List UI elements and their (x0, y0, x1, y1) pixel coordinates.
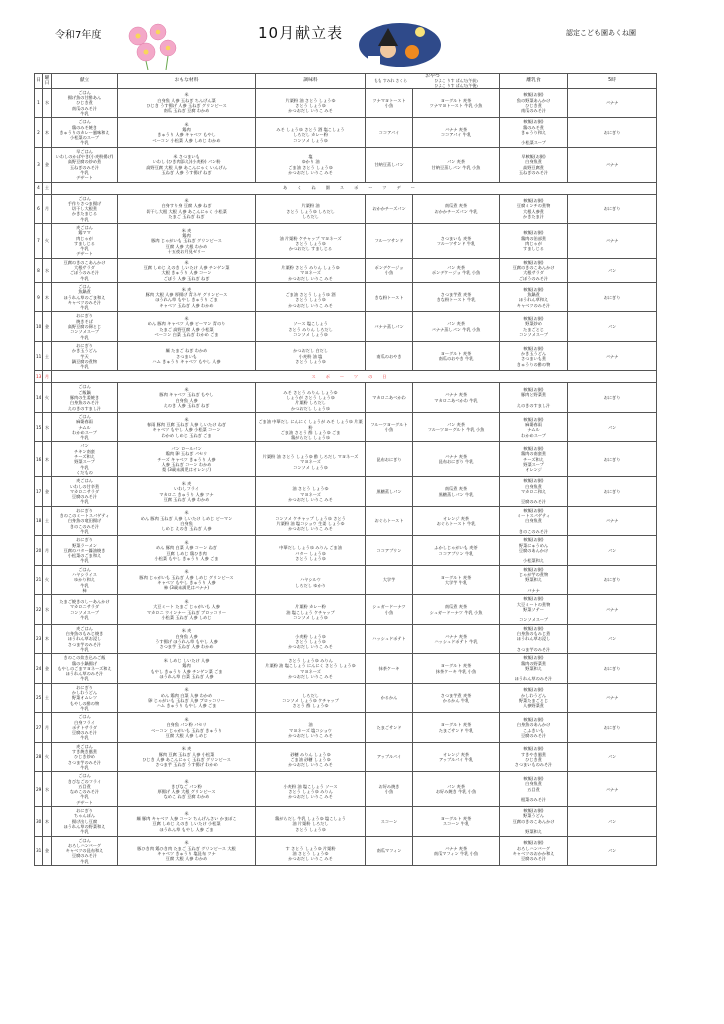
weaning-cell: 軟飯(お粥) 大豆ミートの煮物 野菜ソテー コンソメスープ (500, 595, 568, 625)
snack-infant-cell: アップルパイ (366, 742, 413, 772)
snack-toddler-cell: 南瓜煮 麦茶 シュガードーナツ 牛乳 小魚 (413, 595, 500, 625)
day-cell: 8 (35, 258, 43, 282)
weaning-cell: 軟飯(お粥) すきやき風煮 ひじき煮 さつまいものみそ汁 (500, 742, 568, 772)
ingredients-cell: 米 めん 豚肉 玉ねぎ 人参 しいたけ しめじ ピーマン 白身魚 しめじ えのき 玉ねぎ 人参 (118, 506, 256, 536)
table-row (35, 742, 657, 772)
seasoning-cell: さとう しょうゆ みりん 片栗粉 油 塩こしょう にんにく さとう しょうゆ マヨネーズ かつおだし いりこ みそ (256, 654, 366, 684)
table-row (35, 772, 657, 807)
table-row (35, 624, 657, 654)
dow-cell: 木 (43, 118, 52, 148)
menu-cell: ごはん 麻婆春雨 ナムル わかめスープ 牛乳 (52, 412, 118, 442)
ingredients-cell: 米 豚肉 キャベツ 玉ねぎ もやし 白身魚 人参 えのき 人参 玉ねぎ ねぎ (118, 383, 256, 413)
snack-infant-cell: バナナ蒸しパン (366, 312, 413, 342)
ingredients-cell: 米 春雨 豚肉 豆腐 玉ねぎ 人参 しいたけ ねぎ キャベツ もやし 人参 小松菜 コーン わかめ しめじ 玉ねぎ ごま (118, 412, 256, 442)
seasoning-cell: 油 マヨネーズ 塩コショウ かつおだし いりこ みそ (256, 713, 366, 743)
ingredients-cell: 米 めん 鶏肉 白菜 人参 わかめ 卵 じゃがいも 玉ねぎ 人参 ブロッコリー ハム きゅうり もやし 人参 ごま (118, 683, 256, 713)
weaning-cell: 軟飯(お粥) 白身魚のもみじ煮 ほうれん草お浸し さつま芋のみそ汁 (500, 624, 568, 654)
menu-cell: 豆腐のきのこあんかけ 大根サラダ ごぼうのみそ汁 牛乳 (52, 258, 118, 282)
snack-toddler-cell: ヨーグルト 麦茶 たまごサンド 牛乳 (413, 713, 500, 743)
snack-toddler-cell: さつまいも 麦茶 フルーツサンド 牛乳 (413, 224, 500, 259)
table-row (35, 536, 657, 566)
five-oclock-cell: おにぎり (568, 118, 657, 148)
snack-infant-cell: スコーン (366, 807, 413, 837)
weaning-cell: 軟飯(お粥) 豆腐ミンチの煮物 大根人参煮 かきたま汁 (500, 194, 568, 224)
snack-toddler-cell: オレンジ 麦茶 アップルパイ 牛乳 (413, 742, 500, 772)
col-seasoning: 調味料 (256, 74, 366, 89)
weaning-cell: 軟飯(お粥) ミートスパゲティ 白身魚煮 きのこのみそ汁 (500, 506, 568, 536)
five-oclock-cell: おにぎり (568, 477, 657, 507)
dow-cell: 木 (43, 442, 52, 477)
col-snack (366, 74, 500, 89)
five-oclock-cell: パン (568, 807, 657, 837)
seasoning-cell: ハヤシルウ しろだし ゆかり (256, 565, 366, 595)
day-cell: 15 (35, 412, 43, 442)
weaning-cell: 早軟飯(お粥) 白身魚煮 高野豆腐煮 玉ねぎのみそ汁 (500, 147, 568, 182)
ingredients-cell: 米 さつまいも いわし (ひき肉添え)(小麦粉) パン粉 高野豆腐 大根 人参 あこんにゃく いんげん 玉ねぎ 人参 うす揚げ ねぎ (118, 147, 256, 182)
snack-infant-cell: 抹茶ケーキ (366, 654, 413, 684)
table-row (35, 713, 657, 743)
menu-cell: ごはん おろしハンバーグ キャベツの昆布和え 豆腐のみそ汁 牛乳 (52, 836, 118, 866)
dow-cell: 火 (43, 383, 52, 413)
day-cell: 28 (35, 742, 43, 772)
snack-infant-cell: かるかん (366, 683, 413, 713)
day-cell: 7 (35, 224, 43, 259)
dow-cell: 木 (43, 282, 52, 312)
dow-cell: 木 (43, 624, 52, 654)
table-row (35, 224, 657, 259)
col-day: 日 (35, 74, 43, 89)
menu-cell: 麦ごはん 鶏ママ 肉じゃが すましじる 牛乳 デザート (52, 224, 118, 259)
day-cell: 2 (35, 118, 43, 148)
five-oclock-cell: バナナ (568, 683, 657, 713)
table-row (35, 442, 657, 477)
menu-cell: ごはん ハヤシライス ゆかり和え 牛乳 柿 (52, 565, 118, 595)
snack-toddler-cell: パン 麦茶 バナナ蒸しパン 牛乳 小魚 (413, 312, 500, 342)
five-oclock-cell: バナナ (568, 506, 657, 536)
day-cell: 20 (35, 536, 43, 566)
day-cell: 18 (35, 506, 43, 536)
dow-cell: 水 (43, 258, 52, 282)
organization-name: 認定こども園あくね園 (566, 29, 636, 37)
dow-cell: 水 (43, 88, 52, 118)
seasoning-cell: 片栗粉 油 さとう しょうゆ 酢 しろだし マヨネーズ マヨネーズ コンソメ しょうゆ (256, 442, 366, 477)
seasoning-cell: 塩 ゆかり 油 ごま油 さとう しょうゆ かつおだし いりこ みそ (256, 147, 366, 182)
ingredients-cell: 米 麦 豚肉 大根 人参 厚揚げ 青ネギ グリンピース ほうれん草 もやし きゅうり ごま キャベツ 玉ねぎ 人参 わかめ (118, 282, 256, 312)
ingredients-cell: 米 白身魚 人参 玉ねぎ ちんげん菜 ひじき うす揚げ 人参 玉ねぎ グリンピース 南瓜 玉ねぎ 豆腐 わかめ (118, 88, 256, 118)
snack-toddler-cell: ヨーグルト 麦茶 スコーン 牛乳 (413, 807, 500, 837)
dow-cell: 水 (43, 595, 52, 625)
weaning-cell: 軟飯(お粥) 鶏肉の野菜煮 野菜和え ほうれん草のみそ汁 (500, 654, 568, 684)
snack-label: おやつ (425, 74, 440, 79)
snack-infant-cell: おかかチーズパン (366, 194, 413, 224)
dow-cell: 火 (43, 742, 52, 772)
day-cell: 31 (35, 836, 43, 866)
seasoning-cell: ソース 塩こしょう さとう みりん しろだし コンソメ しょうゆ (256, 312, 366, 342)
dow-cell: 月 (43, 371, 52, 383)
weaning-cell: 軟飯(お粥) おろしハンバーグ キャベツのおかか和え 豆腐のみそ汁 (500, 836, 568, 866)
table-row (35, 683, 657, 713)
event-banner: あくね園スポーツデー (52, 182, 657, 194)
day-cell: 22 (35, 595, 43, 625)
menu-cell: おにぎり きのこのミートスパゲティ 白身魚の竜田揚げ きのこのみそ汁 牛乳 (52, 506, 118, 536)
menu-cell: 麦ごはん すき焼き風煮 ひじき炒め さつま芋のみそ汁 牛乳 (52, 742, 118, 772)
snack-toddler-cell: パン 麦茶 お好み焼き 牛乳 小魚 (413, 772, 500, 807)
snack-infant-cell: フルーツヨーグルト 小魚 (366, 412, 413, 442)
dow-cell: 水 (43, 412, 52, 442)
weaning-cell: 軟飯(お粥) 鶏肉の南蛮煮 チーズ和え 野菜スープ オレンジ (500, 442, 568, 477)
menu-cell: たまご焼きのしーあんかけ マカロニサラダ コンソメスープ 牛乳 (52, 595, 118, 625)
table-row (35, 312, 657, 342)
five-oclock-cell: おにぎり (568, 383, 657, 413)
snack-infant-cell: ポンデケージョ 小魚 (366, 258, 413, 282)
seasoning-cell: 中華だし しょうゆ みりん ごま油 バター しょうゆ さとう しょうゆ (256, 536, 366, 566)
five-oclock-cell: おにぎり (568, 282, 657, 312)
day-cell: 17 (35, 477, 43, 507)
day-cell: 24 (35, 654, 43, 684)
dow-cell: 土 (43, 506, 52, 536)
ingredients-cell: 米 麦 白身魚 人参 うす揚げ ほうれん草 もやし 人参 さつま芋 玉ねぎ 人参 わかめ (118, 624, 256, 654)
snack-toddler-cell: 南瓜煮 麦茶 おかかチーズパン 牛乳 (413, 194, 500, 224)
page-title: 10月献立表 (258, 24, 344, 42)
menu-cell: おにぎり かしわうどん 野菜オムレツ もやしの酢の物 牛乳 (52, 683, 118, 713)
dow-cell: 火 (43, 224, 52, 259)
menu-cell: ごはん 揚げ魚の甘酢あん ひじき煮 南瓜のみそ汁 牛乳 (52, 88, 118, 118)
dow-cell: 金 (43, 654, 52, 684)
menu-cell: おにぎり 野菜ラーメン 豆腐のバター醤油焼き 小松菜のごま和え 牛乳 (52, 536, 118, 566)
ingredients-cell: 米 麦 鶏肉 豚肉 じゃがいも 玉ねぎ グリンピース 豆腐 人参 大根 わかめ 十五夜お月見ゼリー (118, 224, 256, 259)
day-cell: 16 (35, 442, 43, 477)
ingredients-cell: パン ロールパン 鶏肉 卵 玉ねぎ パセリ チーズ キャベツ きゅうり 人参 人参 玉ねぎ コーン わかめ 梨 (3歳未満児はオレンジ) (118, 442, 256, 477)
cosmos-flower-icon (118, 18, 184, 70)
table-row (35, 258, 657, 282)
five-oclock-cell: おにぎり (568, 713, 657, 743)
seasoning-cell: みそ しょうゆ さとう 酒 塩こしょう しろだし カレー粉 コンソメ しょうゆ (256, 118, 366, 148)
seasoning-cell: 油 さとう しょうゆ マヨネーズ かつおだし いりこ みそ (256, 477, 366, 507)
col-ingredients: おもな材料 (118, 74, 256, 89)
snack-infant-cell: ココアパイ (366, 118, 413, 148)
menu-cell: 早ごはん いわしのかばやき(小麦粉揚げ) 高野豆腐の炒め煮 玉ねぎのみそ汁 牛乳 デザート (52, 147, 118, 182)
dow-cell: 土 (43, 182, 52, 194)
table-row (35, 477, 657, 507)
seasoning-cell: かつおだし 白だし 小麦粉 油 塩 さとう しょうゆ (256, 341, 366, 371)
five-oclock-cell: バナナ (568, 772, 657, 807)
menu-table (34, 73, 657, 866)
ingredients-cell: 麺 たまご ねぎ わかめ さつまいも ハム きゅうり キャベツ もやし 人参 (118, 341, 256, 371)
snack-toddler-cell: ヨーグルト 麦茶 大学芋 牛乳 (413, 565, 500, 595)
snack-toddler-cell: バナナ 麦茶 ハッシュドポテト 牛乳 (413, 624, 500, 654)
table-row (35, 595, 657, 625)
seasoning-cell: 鶏がらだし 牛乳 しょうゆ 塩こしょう 油 片栗粉 しろだし さとう しょうゆ (256, 807, 366, 837)
weaning-cell: 軟飯(お粥) 魚の野菜あんかけ ひじき煮 南瓜のみそ汁 (500, 88, 568, 118)
dow-cell: 金 (43, 147, 52, 182)
weaning-cell: 軟飯(お粥) 麻婆春雨 ナムル わかめスープ (500, 412, 568, 442)
five-oclock-cell: バナナ (568, 341, 657, 371)
snack-infant-cell: ツナマヨトースト 小魚 (366, 88, 413, 118)
seasoning-cell: ごま油 さとう しょうゆ 酒 さとう しょうゆ かつおだし いりこ みそ (256, 282, 366, 312)
snack-toddler-cell: パン 麦茶 甘納豆蒸しパン 牛乳 小魚 (413, 147, 500, 182)
menu-cell: ごはん 魚鍋煮 ほうれん草のごま和え キャベツのみそ汁 牛乳 (52, 282, 118, 312)
seasoning-cell: ごま油 中華だし にんにく しょうが みそ しょうゆ 片栗粉 ごま油 さとう 酢 しょうゆ ごま 鶏がらだし しょうゆ (256, 412, 366, 442)
five-oclock-cell: おにぎり (568, 654, 657, 684)
table-row (35, 341, 657, 371)
weaning-cell: 軟飯(お粥) 白身魚煮 マカロニ和え 豆腐のみそ汁 (500, 477, 568, 507)
ingredients-cell: 米 めん 豚肉 キャベツ 人参 ピーマン 青のり たまご 高野豆腐 人参 小松菜 ベーコン 白菜 玉ねぎ わかめ ごま (118, 312, 256, 342)
weaning-cell: 軟飯(お粥) 鶏のみそ煮 きゅうり和え 小松菜スープ (500, 118, 568, 148)
menu-cell: 麦ごはん いわしの甘辛煮 マカロニサラダ 豆腐のみそ汁 牛乳 (52, 477, 118, 507)
day-cell: 4 (35, 182, 43, 194)
snack-infant-cell: 昆布おにぎり (366, 442, 413, 477)
col-dow: 曜日 (43, 74, 52, 89)
table-row (35, 565, 657, 595)
weaning-cell: 軟飯(お粥) 野菜炒め たまごとじ コンソメスープ (500, 312, 568, 342)
day-cell: 6 (35, 194, 43, 224)
table-row (35, 282, 657, 312)
col-menu: 献立 (52, 74, 118, 89)
day-cell: 10 (35, 312, 43, 342)
event-row (35, 371, 657, 383)
five-oclock-cell: パン (568, 312, 657, 342)
event-banner: スポーツの日 (52, 371, 657, 383)
seasoning-cell: コンソメ ケチャップ しょうゆ さとう 片栗粉 油 塩コショウ 生姜 しょうゆ かつおだし いりこ みそ (256, 506, 366, 536)
snack-toddler-cell: ヨーグルト 麦茶 ツナマヨトースト 牛乳 小魚 (413, 88, 500, 118)
snack-toddler-cell: バナナ 麦茶 ココアパイ 牛乳 (413, 118, 500, 148)
weaning-cell: 軟飯(お粥) かしわうどん 野菜たまごとじ 人参野菜煮 (500, 683, 568, 713)
ingredients-cell: 米 白身魚 パン粉 パセリ ベーコン じゃがいも 玉ねぎ きゅうり 豆腐 大根 人参 しめじ (118, 713, 256, 743)
snack-toddler-am-label: ひよこ りす ぱんだ(午前) (434, 78, 478, 84)
menu-cell: ごはん 白身フライ ポテトサラダ 豆腐のみそ汁 牛乳 (52, 713, 118, 743)
five-oclock-cell: おにぎり (568, 442, 657, 477)
five-oclock-cell: バナナ (568, 224, 657, 259)
weaning-cell: 軟飯(お粥) 魚鍋煮 ほうれん草和え キャベツのみそ汁 (500, 282, 568, 312)
dow-cell: 金 (43, 312, 52, 342)
ingredients-cell: 米 しめじ しいたけ 人参 鶏肉 もやし きゅうり 人参 チンゲン菜 ごま ほうれん草 白菜 玉ねぎ 人参 (118, 654, 256, 684)
snack-infant-cell: 大学芋 (366, 565, 413, 595)
snack-toddler-cell: バナナ 麦茶 南瓜マフィン 牛乳 小魚 (413, 836, 500, 866)
table-row (35, 118, 657, 148)
fiscal-year: 令和7年度 (55, 30, 102, 41)
menu-cell: ごはん きびなごのフライ 五目煮 なめこのみそ汁 牛乳 デザート (52, 772, 118, 807)
menu-cell: おにぎり 焼きそば 高野豆腐の卵とじ コンソメスープ 牛乳 (52, 312, 118, 342)
five-oclock-cell: バナナ (568, 595, 657, 625)
snack-infant-cell: 南瓜マフィン (366, 836, 413, 866)
dow-cell: 金 (43, 836, 52, 866)
five-oclock-cell: パン (568, 412, 657, 442)
snack-toddler-cell: パン 麦茶 ポンデケージョ 牛乳 小魚 (413, 258, 500, 282)
five-oclock-cell: おにぎり (568, 565, 657, 595)
menu-cell: きのこの炊き込みご飯 鶏の小鍋揚げ もやしのごまマヨネーズ和え ほうれん草のみそ汁 牛乳 (52, 654, 118, 684)
snack-infant-cell: 甘納豆蒸しパン (366, 147, 413, 182)
snack-toddler-cell: さつま芋煮 麦茶 きな粉トースト 牛乳 (413, 282, 500, 312)
weaning-cell: 軟飯(お粥) 白身魚煮 五目煮 根菜のみそ汁 (500, 772, 568, 807)
five-oclock-cell: パン (568, 742, 657, 772)
weaning-cell: 軟飯(お粥) 野菜うどん 豆腐のきのこあんかけ 野菜和え (500, 807, 568, 837)
table-header (35, 74, 657, 89)
day-cell: 27 (35, 713, 43, 743)
dow-cell: 木 (43, 807, 52, 837)
day-cell: 9 (35, 282, 43, 312)
ingredients-cell: 米 豚ひき肉 鶏ひき肉 たまご 玉ねぎ グリンピース 大根 キャベツ きゅうり 塩昆布 ツナ 豆腐 大根 人参 わかめ (118, 836, 256, 866)
table-row (35, 147, 657, 182)
day-cell: 25 (35, 683, 43, 713)
snack-infant-cell: シュガードーナツ 小魚 (366, 595, 413, 625)
menu-cell: ごはん ご飯鍋 豚肉の生姜焼き 白身魚のみそ汁 えのきのすまし汁 (52, 383, 118, 413)
snack-infant-cell: お好み焼き 小魚 (366, 772, 413, 807)
weaning-cell: 軟飯(お粥) 豆腐のきのこあんかけ 大根サラダ ごぼうのみそ汁 (500, 258, 568, 282)
seasoning-cell: 片栗粉 油 さとう しょうゆ しろだし しろだし (256, 194, 366, 224)
dow-cell: 土 (43, 683, 52, 713)
dow-cell: 火 (43, 565, 52, 595)
snack-infant-cell: マカロニあべかわ (366, 383, 413, 413)
seasoning-cell: 小麦粉 油 塩こしょう ソース さとう しょうゆ みりん かつおだし いりこ みそ (256, 772, 366, 807)
ingredients-cell: 米 麺 豚肉 キャベツ 人参 コーン ちんげんさい かまぼこ 豆腐 しめじ えのき しいたけ 小松菜 ほうれん草 もやし 人参 ごま (118, 807, 256, 837)
table-row (35, 412, 657, 442)
menu-cell: ごはん 手作りさつま揚げ 切干し大根煮 かきたまじる 牛乳 (52, 194, 118, 224)
day-cell: 30 (35, 807, 43, 837)
day-cell: 21 (35, 565, 43, 595)
col-five: 5時 (568, 74, 657, 89)
ingredients-cell: 米 豆腐 しめじ えのき しいたけ 人参 チンゲン菜 大根 きゅうり 人参 コーン ごぼう 人参 玉ねぎ ねぎ (118, 258, 256, 282)
day-cell: 23 (35, 624, 43, 654)
day-cell: 13 (35, 371, 43, 383)
seasoning-cell: 片栗粉 さとう みりん しょうゆ マヨネーズ かつおだし いりこ みそ (256, 258, 366, 282)
table-row (35, 88, 657, 118)
ingredients-cell: 米 豚肉 じゃがいも 玉ねぎ 人参 しめじ グリンピース キャベツ もやし きゅうり 人参 柿 (3歳未満児はバナナ) (118, 565, 256, 595)
five-oclock-cell: パン (568, 836, 657, 866)
seasoning-cell: 片栗粉 カレー粉 油 塩こしょう ケチャップ コンソメ しょうゆ (256, 595, 366, 625)
snack-infant-cell: 南瓜のおやき (366, 341, 413, 371)
snack-infant-cell: おぐらトースト (366, 506, 413, 536)
menu-cell: パン チキン南蛮 チーズ和え 野菜スープ 牛乳 くだもの (52, 442, 118, 477)
seasoning-cell: みそ さとう みりん しょうゆ しょうが さとう しょうゆ 片栗粉 しろだし かつおだし しょうゆ (256, 383, 366, 413)
dow-cell: 土 (43, 341, 52, 371)
seasoning-cell: 小麦粉 しょうゆ さとう しょうゆ かつおだし いりこ みそ (256, 624, 366, 654)
weaning-cell: 軟飯(お粥) 白身魚のあんかけ こふきいも 豆腐のみそ汁 (500, 713, 568, 743)
page-header (0, 0, 724, 70)
table-row (35, 506, 657, 536)
five-oclock-cell: パン (568, 536, 657, 566)
dow-cell: 月 (43, 194, 52, 224)
five-oclock-cell: おにぎり (568, 194, 657, 224)
seasoning-cell: 砂糖 みりん しょうゆ ごま油 砂糖 しょうゆ かつおだし いりこ みそ (256, 742, 366, 772)
snack-toddler-cell: ヨーグルト 麦茶 南瓜のおやき 牛乳 (413, 341, 500, 371)
table-row (35, 383, 657, 413)
day-cell: 11 (35, 341, 43, 371)
table-row (35, 194, 657, 224)
snack-infant-cell: ハッシュドポテト (366, 624, 413, 654)
menu-cell: おにぎり かき玉うどん 芋天 鍋豆腐の煮物 牛乳 (52, 341, 118, 371)
table-row (35, 807, 657, 837)
snack-infant-label: もも すみれ さくら (374, 78, 407, 84)
ingredients-cell: 米 麦 豚肉 豆腐 玉ねぎ 人参 小松菜 ひじき 人参 あこんにゃく 玉ねぎ グリンピース さつま芋 玉ねぎ うす揚げ わかめ (118, 742, 256, 772)
menu-cell: 麦ごはん 白身魚のもみじ焼き ほうれん草お浸し さつま芋のみそ汁 牛乳 (52, 624, 118, 654)
menu-cell: ごはん 鶏のみそ焼き きゅうりのカレー風味和え 小松菜のスープ 牛乳 (52, 118, 118, 148)
seasoning-cell: 片栗粉 油 さとう しょうゆ さとう しょうゆ かつおだし いりこ みそ (256, 88, 366, 118)
snack-toddler-cell: ふかしじゃがいも 麦茶 ココアプリン 牛乳 (413, 536, 500, 566)
day-cell: 3 (35, 147, 43, 182)
seasoning-cell: しろだし コンソメ しょうゆ ケチャップ さとう 酢 しょうゆ (256, 683, 366, 713)
col-weaning: 離乳食 (500, 74, 568, 89)
table-row (35, 654, 657, 684)
event-row (35, 182, 657, 194)
snack-toddler-cell: 南瓜煮 麦茶 黒糖蒸しパン 牛乳 (413, 477, 500, 507)
weaning-cell: 軟飯(お粥) 鶏肉の治部煮 肉じゃが すましじる (500, 224, 568, 259)
ingredients-cell: 米 めん 豚肉 白菜 人参 コーン ねぎ 豆腐 しめじ 鶏ひき肉 小松菜 もやし きゅうり 人参 ごま (118, 536, 256, 566)
dow-cell: 金 (43, 477, 52, 507)
snack-toddler-cell: さつま芋煮 麦茶 かるかん 牛乳 (413, 683, 500, 713)
weaning-cell: 軟飯(お粥) 豚肉と野菜煮 えのきのすまし汁 (500, 383, 568, 413)
snack-toddler-cell: バナナ 麦茶 昆布おにぎり 牛乳 (413, 442, 500, 477)
snack-toddler-cell: バナナ 麦茶 マカロニあべかわ 牛乳 (413, 383, 500, 413)
five-oclock-cell: パン (568, 258, 657, 282)
snack-toddler-pm-label: ひよこ りす ぱんだ(午後) (434, 82, 478, 88)
weaning-cell: 軟飯(お粥) 野菜にゅうめん 豆腐のあんかけ 小松菜和え (500, 536, 568, 566)
day-cell: 14 (35, 383, 43, 413)
menu-cell: おにぎり ちゃんぽん 揚げ出し豆腐 ほうれん草の野菜和え 牛乳 (52, 807, 118, 837)
snack-toddler-cell: オレンジ 麦茶 おぐらトースト 牛乳 (413, 506, 500, 536)
weaning-cell: 軟飯(お粥) かき玉うどん さつまいも煮 きゅうりの酢の物 (500, 341, 568, 371)
snack-infant-cell: 黒糖蒸しパン (366, 477, 413, 507)
snack-infant-cell: たまごサンド (366, 713, 413, 743)
dow-cell: 水 (43, 772, 52, 807)
snack-infant-cell: きな粉トースト (366, 282, 413, 312)
snack-infant-cell: フルーツサンド (366, 224, 413, 259)
snack-infant-cell: ココアプリン (366, 536, 413, 566)
five-oclock-cell: パン (568, 624, 657, 654)
ingredients-cell: 米 麦 いわしフライ マカロニ きゅうり 人参 ツナ 豆腐 玉ねぎ 人参 わかめ (118, 477, 256, 507)
ingredients-cell: 米 きびなご パン粉 厚揚げ 人参 大根 グリンピース なめこ ねぎ 豆腐 わかめ (118, 772, 256, 807)
snack-toddler-cell: パン 麦茶 フルーツヨーグルト 牛乳 小魚 (413, 412, 500, 442)
seasoning-cell: す さとう しょうゆ 片栗粉 油 さとう しょうゆ かつおだし いりこ みそ (256, 836, 366, 866)
dow-cell: 月 (43, 536, 52, 566)
dow-cell: 月 (43, 713, 52, 743)
snack-toddler-cell: ヨーグルト 麦茶 抹茶ケーキ 牛乳 小魚 (413, 654, 500, 684)
ingredients-cell: 米 鶏肉 きゅうり 人参 キャベツ もやし ベーコン 小松菜 人参 しめじ わかめ (118, 118, 256, 148)
ingredients-cell: 米 白身すり身 豆腐 人参 ねぎ 切干し大根 大根 人参 あこんにゃく 小松菜 たまご 玉ねぎ ねぎ (118, 194, 256, 224)
weaning-cell: 軟飯(お粥) じゃが芋の煮物 野菜和え バナナ (500, 565, 568, 595)
day-cell: 29 (35, 772, 43, 807)
ingredients-cell: 米 大豆ミート たまご じゃがいも 人参 マカロニ ウインナー 玉ねぎ ブロッコリー 小松菜 玉ねぎ 人参 しめじ (118, 595, 256, 625)
seasoning-cell: 油 片栗粉 ケチャップ マヨネーズ さとう しょうゆ かつおだし すましじる (256, 224, 366, 259)
halloween-kids-icon (358, 22, 442, 68)
five-oclock-cell: バナナ (568, 88, 657, 118)
five-oclock-cell: バナナ (568, 147, 657, 182)
day-cell: 1 (35, 88, 43, 118)
table-row (35, 836, 657, 866)
